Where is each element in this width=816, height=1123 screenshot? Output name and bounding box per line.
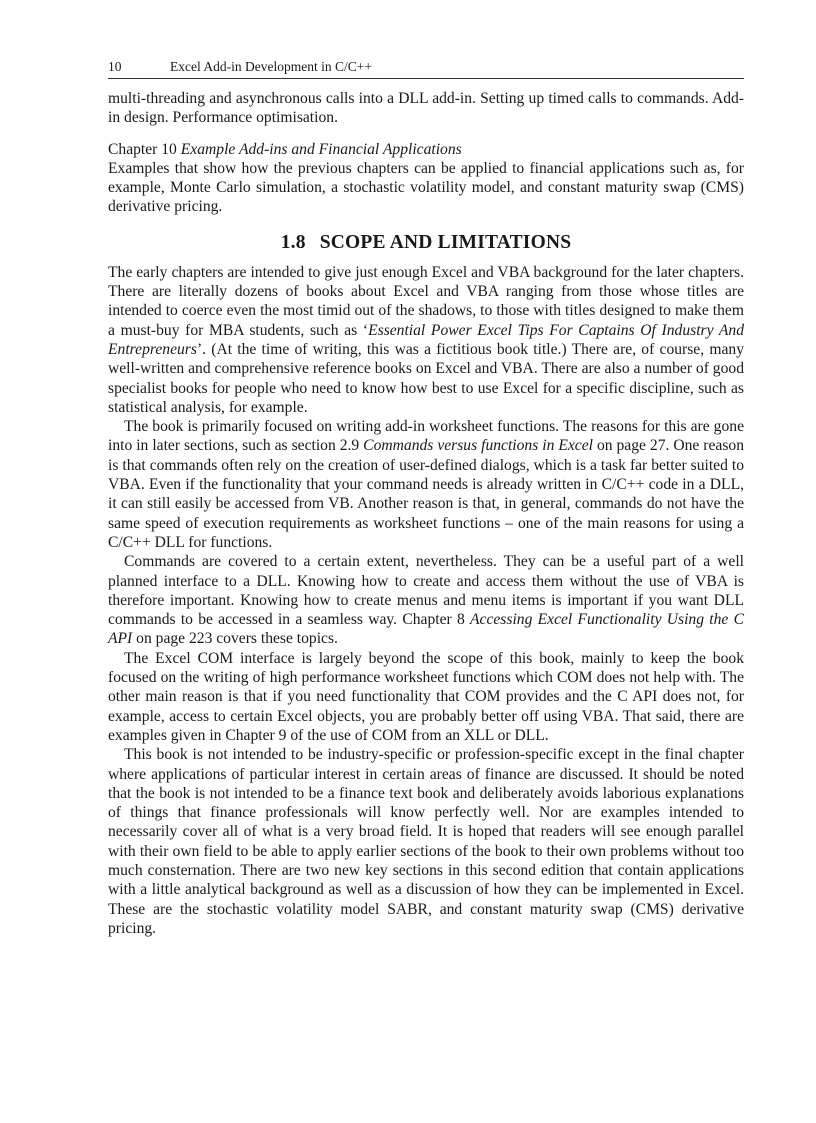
chapter-10-description: Examples that show how the previous chapters can be applied to financial applications such as, for example, Monte Carlo simulation, a stochastic volatility model, and constant maturity swap (CMS) derivative pricing. [108,159,744,216]
chapter-10-title: Example Add-ins and Financial Applications [180,140,462,158]
chapter-10-heading [108,140,744,159]
section-number: 1.8 [280,231,306,253]
paragraph-3-text-b: on page 223 covers these topics. [132,630,338,648]
paragraph-2-text-a: The book is primarily focused on writing add-in worksheet functions. The reasons for this are gone into in later sections, such as section 2.9 [108,418,744,455]
paragraph-3 [108,552,744,648]
paragraph-1-text-a: The early chapters are intended to give just enough Excel and VBA background for the later chapters. There are literally dozens of books about Excel and VBA ranging from those whose titles are intended to coerce even the most timid out of the shadows, to those with titles designed to make them a must-buy for MBA students, such as ‘ [108,263,744,339]
intro-continuation-paragraph: multi-threading and asynchronous calls into a DLL add-in. Setting up timed calls to commands. Add-in design. Performance optimisation. [108,90,744,127]
chapter-10-label: Chapter 10 [108,140,177,158]
section-2-9-reference: Commands versus functions in Excel [363,437,593,455]
paragraph-1-text-b: ’. (At the time of writing, this was a fictitious book title.) There are, of course, many well-written and comprehensive reference books on Excel and VBA. There are also a number of good specialist books for people who need to know how best to use Excel for a specific discipline, such as statistical analysis, for example. [108,340,744,416]
chapter-10-entry [108,140,744,217]
book-title: Excel Add-in Development in C/C++ [170,59,372,74]
section-title: SCOPE AND LIMITATIONS [319,231,572,253]
page-number: 10 [108,59,122,74]
paragraph-2-text-b: on page 27. One reason is that commands often rely on the creation of user-defined dialogs, which is a task far better suited to VBA. Even if the functionality that your command needs is already written in C/C++ code in a DLL, it can still easily be accessed from VB. Another reason is that, in general, commands do not have the same speed of execution requirements as worksheet functions – one of the main reasons for using a C/C++ DLL for functions. [108,437,744,551]
page-body [108,89,744,938]
paragraph-3-text-a: Commands are covered to a certain extent, nevertheless. They can be a useful part of a well planned interface to a DLL. Knowing how to create and access them without the use of VBA is therefore important. Knowing how to create menus and menu items is important if you want DLL commands to be accessed in a seamless way. Chapter 8 [108,553,744,629]
paragraph-1 [108,263,744,417]
paragraph-2 [108,417,744,552]
fictitious-book-title: Essential Power Excel Tips For Captains Of Industry And Entrepreneurs [108,321,745,358]
paragraph-5: This book is not intended to be industry-specific or profession-specific except in the final chapter where applications of particular interest in certain areas of finance are discussed. It should be noted that the book is not intended to be a finance text book and deliberately avoids laborious explanations of things that finance professionals will know perfectly well. Nor are examples intended to necessarily cover all of what is a very broad field. It is hoped that readers will see enough parallel with their own field to be able to apply earlier sections of the book to their own problems without too much consternation. There are two new key sections in this second edition that contain applications with a little analytical background as well as a discussion of how they can be implemented in Excel. These are the stochastic volatility model SABR, and constant maturity swap (CMS) derivative pricing. [108,746,744,937]
paragraph-4: The Excel COM interface is largely beyond the scope of this book, mainly to keep the book focused on the writing of high performance worksheet functions which COM does not help with. The other main reason is that if you need functionality that COM provides and the C API does not, for example, access to certain Excel objects, you are probably better off using VBA. That said, there are examples given in Chapter 9 of the use of COM from an XLL or DLL. [108,649,744,744]
chapter-8-reference: Accessing Excel Functionality Using the C API [108,611,744,648]
section-heading [108,231,744,255]
running-header [108,58,744,79]
